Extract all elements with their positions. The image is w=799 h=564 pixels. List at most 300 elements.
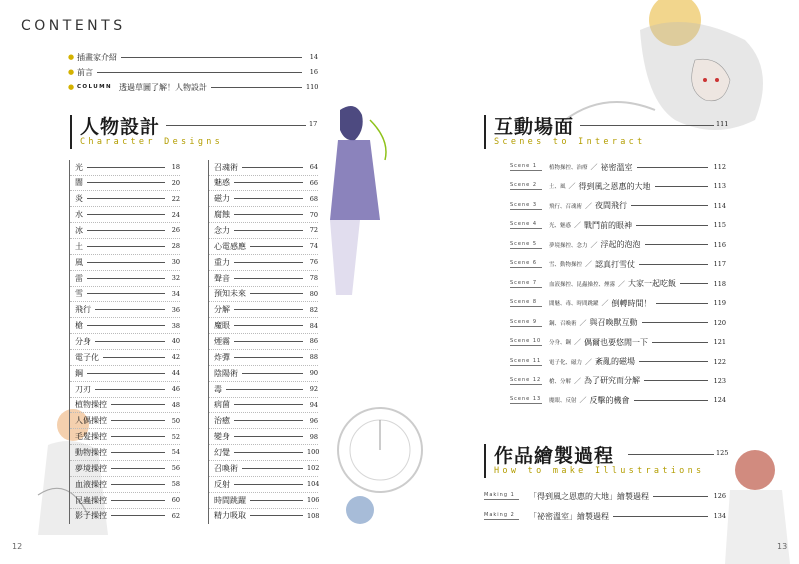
- toc-entry[interactable]: [214, 288, 318, 300]
- toc-entry[interactable]: [75, 383, 180, 395]
- entry-label: 重力: [214, 257, 230, 267]
- toc-entry[interactable]: [214, 494, 318, 506]
- entry-label: 病菌: [214, 400, 230, 410]
- page-number: 50: [171, 416, 180, 425]
- scene-entry[interactable]: [510, 335, 726, 349]
- intro-entry[interactable]: [68, 51, 318, 63]
- leader-line: [234, 404, 303, 405]
- entry-label: 魔眼: [214, 321, 230, 331]
- toc-entry[interactable]: [214, 431, 318, 443]
- intro-entry[interactable]: [68, 66, 318, 78]
- page-number: 92: [309, 385, 318, 394]
- leader-line: [95, 389, 165, 390]
- scene-name: 為了研究而分解: [584, 376, 641, 386]
- leader-line: [637, 167, 708, 168]
- leader-line: [234, 230, 303, 231]
- entry-label: 雷: [75, 273, 83, 283]
- entry-label: 反射: [214, 479, 230, 489]
- scene-tag: Scene 13: [510, 396, 542, 403]
- leader-line: [656, 303, 708, 304]
- leader-line: [234, 214, 303, 215]
- toc-entry[interactable]: [75, 209, 180, 221]
- row-separator: [209, 206, 318, 207]
- slash-icon: ／: [585, 357, 593, 366]
- page-number: 80: [309, 289, 318, 298]
- leader-line: [680, 283, 708, 284]
- toc-entry[interactable]: [214, 209, 318, 221]
- scene-abilities: 雪、動物操控: [549, 262, 583, 269]
- page-number: 60: [171, 496, 180, 505]
- row-separator: [209, 270, 318, 271]
- leader-line: [87, 182, 165, 183]
- row-separator: [70, 301, 180, 302]
- page-number: 70: [309, 210, 318, 219]
- scene-entry[interactable]: [510, 277, 726, 291]
- toc-entry[interactable]: [75, 177, 180, 189]
- page-number: 32: [171, 274, 180, 283]
- row-separator: [209, 428, 318, 429]
- row-separator: [70, 492, 180, 493]
- toc-entry[interactable]: [214, 256, 318, 268]
- entry-label: 魅惑: [214, 178, 230, 188]
- toc-entry[interactable]: [214, 272, 318, 284]
- scene-entry[interactable]: [510, 218, 726, 232]
- bullet-icon: ●: [68, 68, 75, 76]
- scene-name: 認真打雪仗: [595, 259, 636, 269]
- page-number[interactable]: 111: [716, 120, 729, 128]
- section-subtitle: Scenes to Interact: [494, 137, 646, 147]
- row-separator: [70, 365, 180, 366]
- page-number: 66: [309, 178, 318, 187]
- toc-entry[interactable]: [214, 462, 318, 474]
- entry-label: 預知未來: [214, 289, 246, 299]
- page-number: 64: [309, 163, 318, 171]
- row-separator: [209, 349, 318, 350]
- page-number: 72: [309, 226, 318, 235]
- page-number: 48: [171, 400, 180, 409]
- scene-name: 大家一起吃飯: [628, 279, 677, 289]
- page-number: 30: [171, 258, 180, 267]
- making-name: 「祕密溫室」繪製過程: [529, 511, 609, 521]
- scene-abilities: 闇魅、毒、時間跳躍: [549, 301, 599, 308]
- row-separator: [70, 508, 180, 509]
- leader-line: [242, 468, 303, 469]
- entry-label: 變身: [214, 432, 230, 442]
- scene-name: 祕密溫室: [600, 162, 633, 172]
- scene-abilities: 血液操控、昆蟲操控、煙霧: [549, 281, 616, 288]
- page-number: 18: [171, 163, 180, 171]
- page-number: 116: [713, 240, 726, 249]
- character-illustration: [545, 0, 799, 150]
- scene-name: 戰鬥前的眼神: [584, 220, 633, 230]
- page-number: 122: [713, 357, 726, 366]
- toc-entry[interactable]: [214, 399, 318, 411]
- toc-entry[interactable]: [214, 320, 318, 332]
- page-number: 117: [713, 260, 726, 269]
- slash-icon: ／: [574, 338, 582, 347]
- row-separator: [70, 428, 180, 429]
- entry-label: 毒: [214, 384, 222, 394]
- leader-line: [636, 225, 708, 226]
- row-separator: [209, 444, 318, 445]
- making-tag: Making 2: [484, 512, 519, 520]
- entry-label: 風: [75, 257, 83, 267]
- leader-line: [234, 325, 303, 326]
- page-number: 106: [307, 496, 320, 505]
- entry-label: 人偶操控: [75, 416, 107, 426]
- page-number: 96: [309, 416, 318, 425]
- entry-label: 血液操控: [75, 479, 107, 489]
- toc-entry[interactable]: [214, 383, 318, 395]
- toc-entry[interactable]: [75, 272, 180, 284]
- entry-label: 闇: [75, 178, 83, 188]
- page-number: 112: [713, 163, 726, 171]
- leader-line: [166, 125, 306, 126]
- scene-tag: Scene 4: [510, 221, 542, 229]
- making-name: 「得到風之恩惠的大地」繪製過程: [529, 491, 649, 501]
- entry-label: 毛髮操控: [75, 432, 107, 442]
- slash-icon: ／: [601, 299, 609, 308]
- page-number: 108: [307, 511, 320, 520]
- leader-line: [97, 72, 302, 73]
- scene-tag: Scene 6: [510, 260, 542, 268]
- row-separator: [70, 222, 180, 223]
- leader-line: [87, 167, 165, 168]
- column-divider: [69, 160, 70, 524]
- scene-abilities: 分身、鋼: [549, 340, 572, 347]
- leader-line: [242, 167, 303, 168]
- toc-entry[interactable]: [75, 478, 180, 490]
- scene-entry[interactable]: [510, 316, 726, 330]
- row-separator: [209, 492, 318, 493]
- page-number[interactable]: 17: [309, 120, 318, 128]
- page-number: 86: [309, 337, 318, 346]
- entry-label: 磁力: [214, 194, 230, 204]
- page-number: 102: [307, 464, 320, 473]
- page-number: 82: [309, 305, 318, 314]
- entry-label: 前言: [77, 67, 93, 77]
- scene-abilities: 土、風: [549, 184, 566, 191]
- scene-entry[interactable]: [510, 238, 726, 252]
- toc-entry[interactable]: [75, 462, 180, 474]
- toc-entry[interactable]: [75, 224, 180, 236]
- leader-line: [87, 214, 165, 215]
- toc-entry[interactable]: [214, 478, 318, 490]
- leader-line: [234, 341, 303, 342]
- section-title: 作品繪製過程: [494, 445, 615, 467]
- leader-line: [250, 293, 303, 294]
- toc-entry[interactable]: [214, 304, 318, 316]
- scene-tag: Scene 9: [510, 319, 542, 327]
- slash-icon: ／: [585, 260, 593, 269]
- scene-abilities: 槍、分解: [549, 378, 572, 385]
- scene-name: 夜間飛行: [595, 201, 628, 211]
- page-number: 124: [713, 396, 726, 405]
- leader-line: [634, 400, 708, 401]
- page-number: 119: [713, 299, 726, 308]
- scene-entry[interactable]: [510, 160, 726, 174]
- leader-line: [87, 246, 165, 247]
- row-separator: [70, 412, 180, 413]
- scene-tag: Scene 5: [510, 241, 542, 249]
- page-number: 104: [307, 480, 320, 489]
- row-separator: [209, 508, 318, 509]
- row-separator: [209, 460, 318, 461]
- page-number: 14: [309, 53, 318, 61]
- page-number: 28: [171, 242, 180, 251]
- page-number: 38: [171, 321, 180, 330]
- leader-line: [631, 205, 708, 206]
- toc-entry[interactable]: [214, 351, 318, 363]
- toc-entry[interactable]: [214, 240, 318, 252]
- scene-abilities: 鋼、召喚術: [549, 320, 577, 327]
- row-separator: [70, 286, 180, 287]
- leader-line: [234, 309, 303, 310]
- entry-label: 陰陽術: [214, 368, 238, 378]
- section-bar: [70, 115, 72, 149]
- toc-entry[interactable]: [75, 304, 180, 316]
- leader-line: [111, 420, 165, 421]
- contents-title: CONTENTS: [21, 18, 126, 34]
- row-separator: [70, 254, 180, 255]
- scene-tag: Scene 1: [510, 163, 542, 171]
- scene-abilities: 夢境操控、念力: [549, 242, 588, 249]
- row-separator: [70, 333, 180, 334]
- row-separator: [209, 222, 318, 223]
- toc-entry[interactable]: [75, 510, 180, 522]
- entry-label: 時間跳躍: [214, 495, 246, 505]
- leader-line: [250, 500, 303, 501]
- entry-label: 腐蝕: [214, 210, 230, 220]
- entry-label: 動物操控: [75, 447, 107, 457]
- entry-label: 精力吸取: [214, 511, 246, 521]
- page-number: 121: [713, 338, 726, 347]
- toc-entry[interactable]: [75, 288, 180, 300]
- entry-label: 鋼: [75, 368, 83, 378]
- leader-line: [87, 278, 165, 279]
- section-subtitle: Character Designs: [80, 137, 224, 147]
- making-tag: Making 1: [484, 492, 519, 500]
- leader-line: [234, 278, 303, 279]
- leader-line: [645, 244, 708, 245]
- page-number: 24: [171, 210, 180, 219]
- scene-abilities: 植物操控、治療: [549, 165, 588, 171]
- leader-line: [87, 230, 165, 231]
- slash-icon: ／: [568, 182, 576, 191]
- entry-label: 念力: [214, 225, 230, 235]
- slash-icon: ／: [590, 240, 598, 249]
- toc-entry[interactable]: [214, 415, 318, 427]
- row-separator: [209, 397, 318, 398]
- page-number: 113: [713, 182, 726, 191]
- toc-entry[interactable]: [214, 510, 318, 522]
- page-number: 52: [171, 432, 180, 441]
- leader-line: [234, 420, 303, 421]
- making-entry[interactable]: [484, 509, 726, 523]
- toc-entry[interactable]: [214, 446, 318, 458]
- page-number[interactable]: 125: [716, 449, 729, 457]
- leader-line: [111, 404, 165, 405]
- page-number: 74: [309, 242, 318, 251]
- slash-icon: ／: [574, 221, 582, 230]
- entry-label: 土: [75, 241, 83, 251]
- section-subtitle: How to make Illustrations: [494, 466, 705, 476]
- entry-label: 夢境操控: [75, 463, 107, 473]
- row-separator: [70, 349, 180, 350]
- page-number: 20: [171, 178, 180, 187]
- page-number: 118: [713, 279, 726, 288]
- entry-label: 召喚術: [214, 463, 238, 473]
- scene-abilities: 光、魅惑: [549, 223, 572, 230]
- entry-label: 治癒: [214, 416, 230, 426]
- leader-line: [234, 182, 303, 183]
- leader-line: [111, 436, 165, 437]
- row-separator: [70, 190, 180, 191]
- scene-name: 倒轉時間！: [611, 298, 652, 308]
- page-number: 68: [309, 194, 318, 203]
- page-number: 78: [309, 274, 318, 283]
- row-separator: [209, 254, 318, 255]
- row-separator: [209, 190, 318, 191]
- bullet-icon: ●: [68, 83, 75, 91]
- scene-name: 偶爾也要悠閒一下: [584, 337, 649, 347]
- page-number: 58: [171, 480, 180, 489]
- page-number: 123: [713, 376, 726, 385]
- scene-entry[interactable]: [510, 296, 726, 310]
- clockwork-illustration: [320, 390, 440, 540]
- page-folio-left: 12: [12, 542, 23, 551]
- slash-icon: ／: [579, 396, 587, 405]
- row-separator: [209, 365, 318, 366]
- entry-label: 心電感應: [214, 241, 246, 251]
- intro-entry[interactable]: [68, 81, 318, 93]
- page-number: 120: [713, 318, 726, 327]
- leader-line: [111, 468, 165, 469]
- scene-entry[interactable]: [510, 179, 726, 193]
- toc-entry[interactable]: [75, 335, 180, 347]
- making-entry[interactable]: [484, 489, 726, 503]
- page-number: 44: [171, 369, 180, 378]
- row-separator: [70, 381, 180, 382]
- toc-entry[interactable]: [214, 161, 318, 173]
- leader-line: [242, 373, 303, 374]
- scene-name: 浮起的泡泡: [600, 240, 641, 250]
- entry-label: 植物操控: [75, 400, 107, 410]
- row-separator: [70, 317, 180, 318]
- entry-label: 召魂術: [214, 162, 238, 172]
- page-number: 54: [171, 448, 180, 457]
- toc-entry[interactable]: [75, 161, 180, 173]
- leader-line: [580, 125, 714, 126]
- row-separator: [209, 476, 318, 477]
- leader-line: [111, 515, 165, 516]
- page-number: 90: [309, 369, 318, 378]
- toc-entry[interactable]: [75, 367, 180, 379]
- leader-line: [250, 515, 303, 516]
- toc-entry[interactable]: [75, 494, 180, 506]
- toc-entry[interactable]: [214, 193, 318, 205]
- entry-label: 幻覺: [214, 447, 230, 457]
- page-number: 100: [307, 448, 320, 457]
- toc-entry[interactable]: [75, 415, 180, 427]
- entry-label: 聲音: [214, 273, 230, 283]
- toc-entry[interactable]: [75, 193, 180, 205]
- leader-line: [111, 484, 165, 485]
- toc-entry[interactable]: [214, 224, 318, 236]
- page-number: 94: [309, 400, 318, 409]
- section-bar: [484, 115, 486, 149]
- page-number: 36: [171, 305, 180, 314]
- toc-entry[interactable]: [75, 320, 180, 332]
- leader-line: [95, 309, 165, 310]
- leader-line: [234, 484, 303, 485]
- page-number: 110: [306, 83, 319, 91]
- scene-entry[interactable]: [510, 257, 726, 271]
- page-number: 134: [713, 512, 726, 520]
- bullet-icon: ●: [68, 53, 75, 61]
- leader-line: [111, 500, 165, 501]
- page-number: 22: [171, 194, 180, 203]
- entry-label: 分身: [75, 336, 91, 346]
- toc-entry[interactable]: [75, 446, 180, 458]
- row-separator: [70, 238, 180, 239]
- page-folio-right: 13: [777, 542, 788, 551]
- scene-tag: Scene 2: [510, 182, 542, 190]
- row-separator: [70, 460, 180, 461]
- scene-entry[interactable]: [510, 199, 726, 213]
- leader-line: [644, 380, 708, 381]
- entry-label: 雪: [75, 289, 83, 299]
- row-separator: [209, 238, 318, 239]
- page-number: 34: [171, 289, 180, 298]
- leader-line: [95, 341, 165, 342]
- scene-entry[interactable]: [510, 374, 726, 388]
- slash-icon: ／: [618, 279, 626, 288]
- row-separator: [70, 175, 180, 176]
- entry-label: 插畫家介紹: [77, 52, 117, 62]
- leader-line: [628, 454, 714, 455]
- toc-entry[interactable]: [214, 335, 318, 347]
- row-separator: [70, 397, 180, 398]
- scene-tag: Scene 7: [510, 280, 542, 288]
- page-number: 98: [309, 432, 318, 441]
- toc-entry[interactable]: [75, 240, 180, 252]
- toc-entry[interactable]: [75, 351, 180, 363]
- scene-entry[interactable]: [510, 355, 726, 369]
- entry-label: 光: [75, 162, 83, 172]
- entry-label: 炎: [75, 194, 83, 204]
- leader-line: [121, 57, 302, 58]
- leader-line: [226, 389, 303, 390]
- toc-entry[interactable]: [214, 177, 318, 189]
- toc-entry[interactable]: [75, 256, 180, 268]
- page-number: 76: [309, 258, 318, 267]
- leader-line: [234, 452, 303, 453]
- leader-line: [87, 198, 165, 199]
- row-separator: [70, 270, 180, 271]
- page-number: 46: [171, 385, 180, 394]
- scene-name: 與召喚獸互動: [589, 318, 638, 328]
- toc-entry[interactable]: [75, 431, 180, 443]
- column-tag: COLUMN: [77, 84, 112, 90]
- leader-line: [211, 87, 302, 88]
- row-separator: [209, 381, 318, 382]
- toc-entry[interactable]: [75, 399, 180, 411]
- scene-entry[interactable]: [510, 393, 726, 407]
- toc-entry[interactable]: [214, 367, 318, 379]
- leader-line: [234, 436, 303, 437]
- leader-line: [234, 262, 303, 263]
